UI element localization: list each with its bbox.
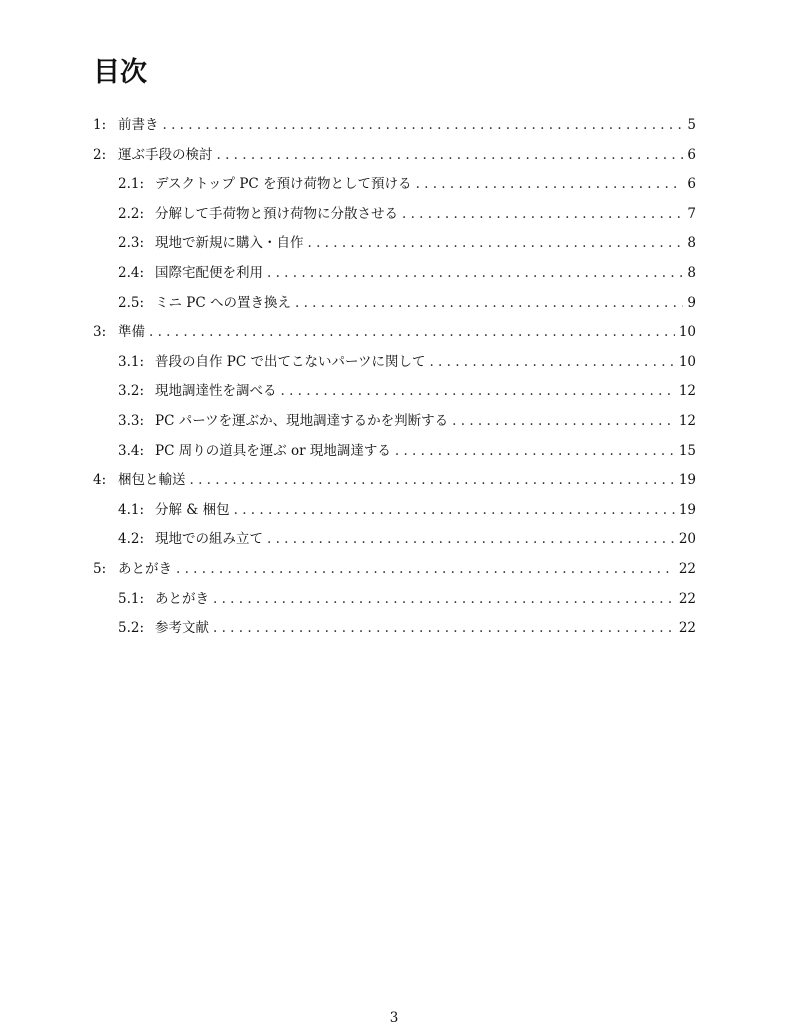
dot-leader	[213, 591, 675, 607]
toc-entry-label: 現地で新規に購入・自作	[155, 235, 304, 252]
toc-entry-number: 5.2:	[118, 620, 145, 637]
table-of-contents	[93, 113, 696, 646]
toc-entry-number: 2:	[93, 146, 107, 163]
dot-leader	[267, 531, 675, 547]
toc-entry-page: 19	[678, 501, 696, 518]
toc-entry-number: 2.2:	[118, 205, 145, 222]
toc-entry[interactable]	[93, 498, 696, 528]
toc-entry[interactable]	[93, 231, 696, 261]
toc-entry[interactable]	[93, 113, 696, 143]
toc-entry-number: 2.4:	[118, 264, 145, 281]
dot-leader	[163, 117, 684, 133]
dot-leader	[176, 561, 675, 577]
toc-entry-page: 8	[687, 235, 696, 252]
toc-entry-number: 2.1:	[118, 176, 145, 193]
toc-entry-page: 10	[678, 353, 696, 370]
dot-leader	[429, 354, 674, 370]
toc-entry-number: 4.1:	[118, 501, 145, 518]
toc-entry-label: 運ぶ手段の検討	[118, 146, 213, 163]
toc-entry-label: 参考文献	[155, 620, 209, 637]
toc-entry-number: 5:	[93, 560, 107, 577]
dot-leader	[308, 235, 684, 251]
toc-entry-page: 7	[687, 205, 696, 222]
toc-entry-page: 20	[678, 531, 696, 548]
dot-leader	[402, 206, 683, 222]
toc-entry-number: 3.3:	[118, 412, 145, 429]
toc-entry-page: 10	[678, 324, 696, 341]
toc-entry[interactable]	[93, 527, 696, 557]
toc-entry-label: あとがき	[155, 590, 209, 607]
dot-leader	[190, 472, 675, 488]
toc-entry[interactable]	[93, 616, 696, 646]
toc-entry-page: 15	[678, 442, 696, 459]
toc-entry[interactable]	[93, 439, 696, 469]
dot-leader	[149, 324, 675, 340]
toc-entry-number: 3.2:	[118, 383, 145, 400]
toc-entry[interactable]	[93, 291, 696, 321]
toc-entry-page: 12	[678, 412, 696, 429]
toc-entry[interactable]	[93, 409, 696, 439]
toc-entry-number: 3:	[93, 324, 107, 341]
dot-leader	[395, 443, 675, 459]
toc-entry-page: 6	[687, 146, 696, 163]
toc-entry[interactable]	[93, 202, 696, 232]
toc-entry-number: 3.4:	[118, 442, 145, 459]
dot-leader	[267, 265, 683, 281]
toc-entry-label: PC 周りの道具を運ぶ or 現地調達する	[155, 442, 391, 459]
toc-entry-page: 19	[678, 472, 696, 489]
dot-leader	[452, 413, 675, 429]
toc-entry[interactable]	[93, 172, 696, 202]
dot-leader	[295, 295, 683, 311]
toc-entry-number: 2.3:	[118, 235, 145, 252]
toc-entry[interactable]	[93, 261, 696, 291]
toc-entry-number: 3.1:	[118, 353, 145, 370]
toc-entry-label: デスクトップ PC を預け荷物として預ける	[155, 176, 412, 193]
toc-entry-label: 準備	[118, 324, 145, 341]
toc-entry-label: ミニ PC への置き換え	[155, 294, 291, 311]
toc-entry-page: 22	[678, 560, 696, 577]
dot-leader	[213, 620, 675, 636]
toc-entry-page: 22	[678, 620, 696, 637]
toc-entry-label: 分解 & 梱包	[155, 501, 230, 518]
toc-entry-page: 5	[687, 117, 696, 133]
dot-leader	[416, 176, 684, 192]
toc-entry[interactable]	[93, 350, 696, 380]
toc-entry-number: 5.1:	[118, 590, 145, 607]
toc-entry-number: 4.2:	[118, 531, 145, 548]
toc-entry-page: 6	[687, 176, 696, 193]
toc-entry-label: 普段の自作 PC で出てこないパーツに関して	[155, 353, 426, 370]
toc-entry[interactable]	[93, 320, 696, 350]
toc-entry-label: 分解して手荷物と預け荷物に分散させる	[155, 205, 398, 222]
dot-leader	[217, 147, 684, 163]
dot-leader	[281, 383, 675, 399]
toc-entry-label: 現地での組み立て	[155, 531, 263, 548]
toc-entry[interactable]	[93, 557, 696, 587]
toc-entry[interactable]	[93, 468, 696, 498]
toc-entry-label: あとがき	[118, 560, 172, 577]
toc-entry-label: 国際宅配便を利用	[155, 264, 263, 281]
toc-entry-number: 4:	[93, 472, 107, 489]
dot-leader	[234, 502, 675, 518]
toc-entry-label: PC パーツを運ぶか、現地調達するかを判断する	[155, 412, 449, 429]
toc-entry-page: 9	[687, 294, 696, 311]
toc-entry-label: 梱包と輸送	[118, 472, 186, 489]
toc-entry-number: 2.5:	[118, 294, 145, 311]
toc-entry-page: 12	[678, 383, 696, 400]
toc-entry-page: 22	[678, 590, 696, 607]
page-number: 3	[389, 1010, 399, 1026]
toc-entry[interactable]	[93, 143, 696, 173]
toc-entry[interactable]	[93, 379, 696, 409]
toc-entry-number: 1:	[93, 117, 107, 133]
toc-entry-label: 現地調達性を調べる	[155, 383, 277, 400]
toc-entry-page: 8	[687, 264, 696, 281]
toc-entry-label: 前書き	[118, 117, 159, 133]
page-title: 目次	[93, 57, 147, 88]
toc-entry[interactable]	[93, 587, 696, 617]
